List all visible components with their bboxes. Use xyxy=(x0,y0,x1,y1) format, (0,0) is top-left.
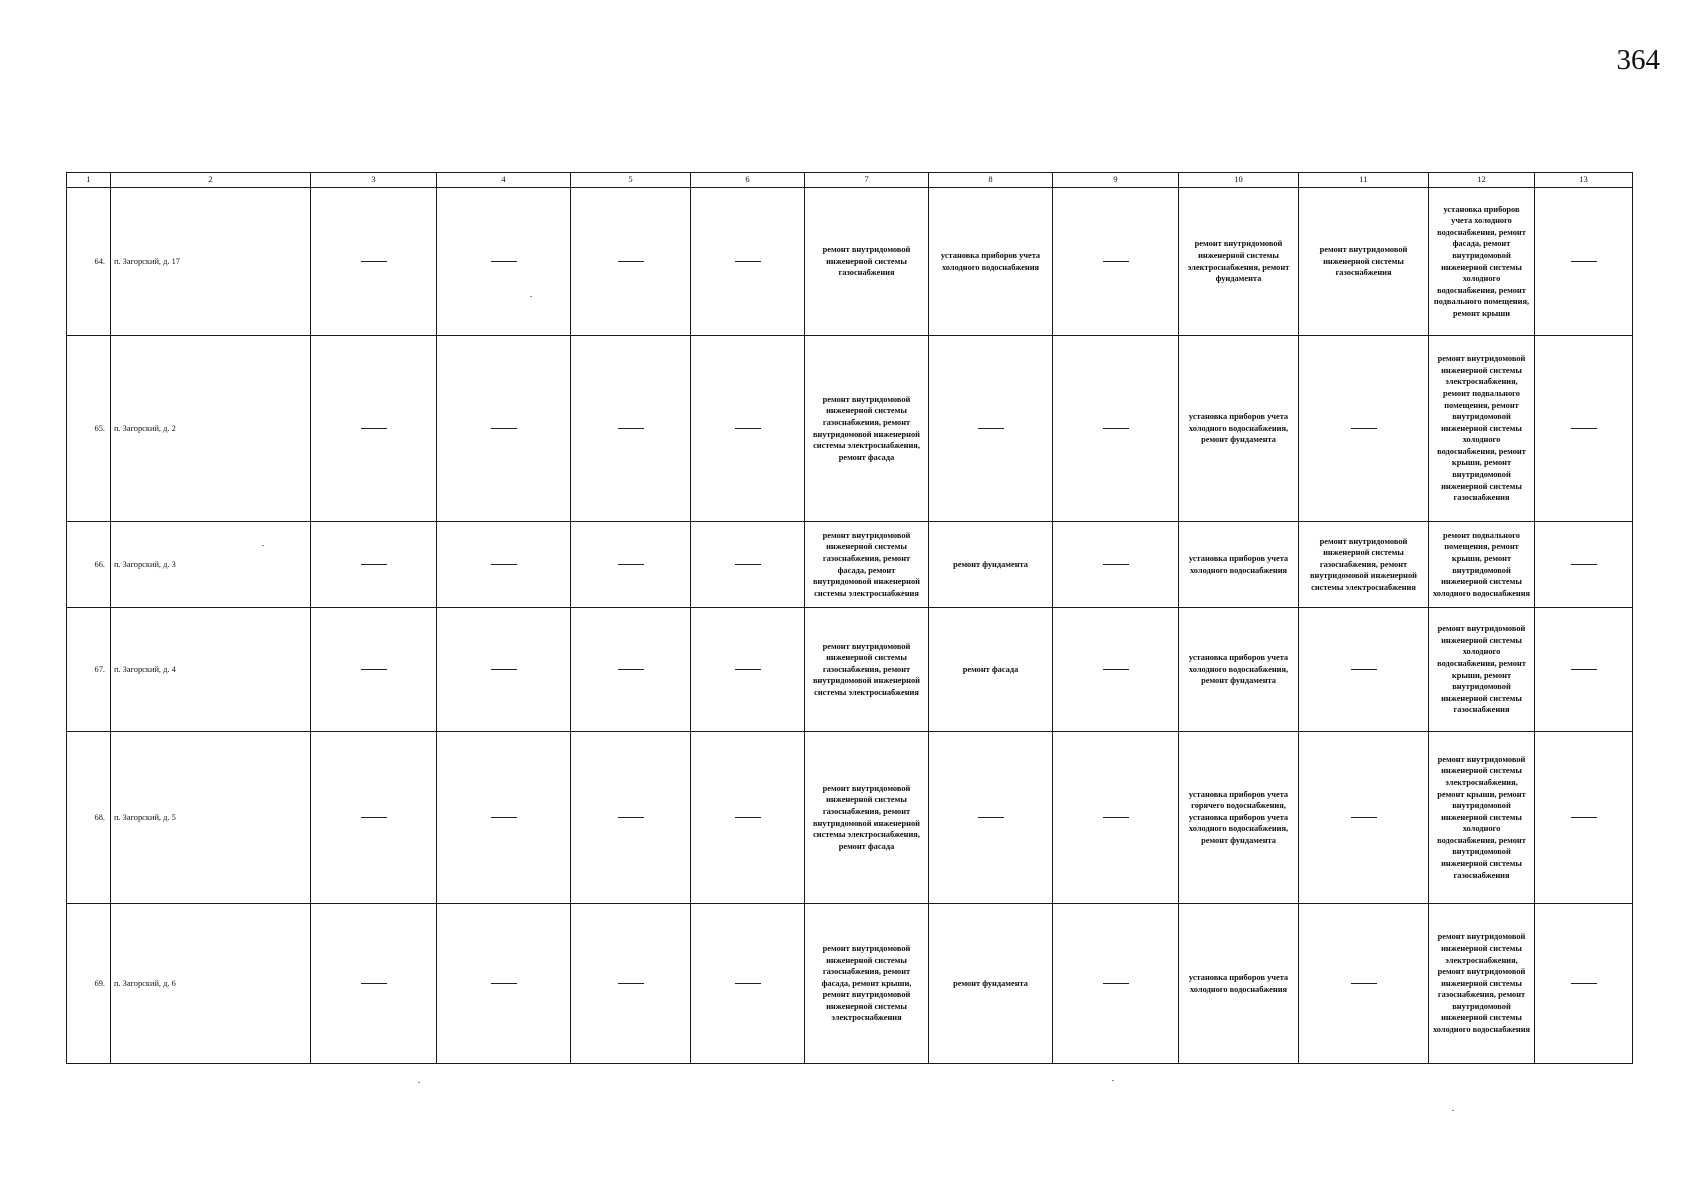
work-cell xyxy=(1535,522,1633,608)
work-cell xyxy=(437,336,571,522)
dash-mark xyxy=(735,428,761,429)
column-number: 10 xyxy=(1179,173,1299,188)
work-cell xyxy=(691,522,805,608)
work-cell xyxy=(437,522,571,608)
work-cell xyxy=(437,608,571,732)
work-cell: установка приборов учета холодного водоснабжения xyxy=(929,188,1053,336)
work-cell: ремонт внутридомовой инженерной системы газоснабжения, ремонт фасада, ремонт крыши, ремонт внутридомовой инженерной системы электроснабжения xyxy=(805,904,929,1064)
work-cell xyxy=(1053,188,1179,336)
page-number: 364 xyxy=(1616,44,1660,76)
work-cell xyxy=(1053,522,1179,608)
work-cell: ремонт внутридомовой инженерной системы газоснабжения, ремонт внутридомовой инженерной системы электроснабжения, ремонт фасада xyxy=(805,336,929,522)
column-number: 1 xyxy=(67,173,111,188)
work-cell xyxy=(691,608,805,732)
address-cell: п. Загорский, д. 6 xyxy=(111,904,311,1064)
dash-mark xyxy=(1351,983,1377,984)
dash-mark xyxy=(735,817,761,818)
work-cell xyxy=(571,522,691,608)
dash-mark xyxy=(361,261,387,262)
work-cell xyxy=(311,904,437,1064)
dash-mark xyxy=(1103,817,1129,818)
dash-mark xyxy=(618,669,644,670)
work-cell xyxy=(1053,608,1179,732)
scan-speck xyxy=(1452,1110,1454,1111)
work-cell: ремонт внутридомовой инженерной системы газоснабжения, ремонт внутридомовой инженерной системы электроснабжения, ремонт фасада xyxy=(805,732,929,904)
dash-mark xyxy=(491,564,517,565)
work-cell: ремонт внутридомовой инженерной системы холодного водоснабжения, ремонт крыши, ремонт внутридомовой инженерной системы газоснабжения xyxy=(1429,608,1535,732)
work-cell xyxy=(311,188,437,336)
work-cell xyxy=(437,188,571,336)
dash-mark xyxy=(491,261,517,262)
dash-mark xyxy=(1571,564,1597,565)
work-cell: ремонт внутридомовой инженерной системы газоснабжения, ремонт фасада, ремонт внутридомовой инженерной системы электроснабжения xyxy=(805,522,929,608)
dash-mark xyxy=(361,817,387,818)
work-cell xyxy=(1053,336,1179,522)
dash-mark xyxy=(361,428,387,429)
column-number: 7 xyxy=(805,173,929,188)
work-cell xyxy=(311,522,437,608)
work-cell: ремонт фундамента xyxy=(929,522,1053,608)
work-cell: ремонт фундамента xyxy=(929,904,1053,1064)
table-row xyxy=(67,336,1633,522)
row-number: 68. xyxy=(67,732,111,904)
work-cell: ремонт внутридомовой инженерной системы газоснабжения, ремонт внутридомовой инженерной системы электроснабжения xyxy=(805,608,929,732)
row-number: 64. xyxy=(67,188,111,336)
dash-mark xyxy=(1103,564,1129,565)
dash-mark xyxy=(1103,669,1129,670)
dash-mark xyxy=(978,817,1004,818)
work-cell xyxy=(1299,608,1429,732)
row-number: 65. xyxy=(67,336,111,522)
dash-mark xyxy=(1351,817,1377,818)
work-cell: установка приборов учета холодного водоснабжения xyxy=(1179,522,1299,608)
scan-speck xyxy=(262,545,264,546)
dash-mark xyxy=(1571,669,1597,670)
work-cell xyxy=(1299,336,1429,522)
work-cell xyxy=(1535,904,1633,1064)
work-cell: ремонт внутридомовой инженерной системы газоснабжения xyxy=(805,188,929,336)
work-cell xyxy=(437,732,571,904)
dash-mark xyxy=(491,669,517,670)
column-number: 5 xyxy=(571,173,691,188)
dash-mark xyxy=(1571,817,1597,818)
dash-mark xyxy=(978,428,1004,429)
dash-mark xyxy=(618,983,644,984)
dash-mark xyxy=(361,564,387,565)
work-cell xyxy=(311,608,437,732)
dash-mark xyxy=(735,669,761,670)
address-cell: п. Загорский, д. 2 xyxy=(111,336,311,522)
row-number: 67. xyxy=(67,608,111,732)
row-number: 66. xyxy=(67,522,111,608)
dash-mark xyxy=(618,564,644,565)
works-table xyxy=(66,172,1633,1064)
dash-mark xyxy=(1103,428,1129,429)
work-cell xyxy=(571,904,691,1064)
column-number: 6 xyxy=(691,173,805,188)
work-cell xyxy=(691,904,805,1064)
dash-mark xyxy=(618,428,644,429)
dash-mark xyxy=(491,983,517,984)
column-number: 9 xyxy=(1053,173,1179,188)
work-cell: установка приборов учета холодного водоснабжения, ремонт фасада, ремонт внутридомовой инженерной системы холодного водоснабжения, ремонт подвального помещения, ремонт крыши xyxy=(1429,188,1535,336)
work-cell xyxy=(691,188,805,336)
dash-mark xyxy=(1571,428,1597,429)
column-number: 4 xyxy=(437,173,571,188)
column-number: 11 xyxy=(1299,173,1429,188)
column-number: 8 xyxy=(929,173,1053,188)
work-cell xyxy=(1053,732,1179,904)
work-cell: установка приборов учета холодного водоснабжения, ремонт фундамента xyxy=(1179,608,1299,732)
dash-mark xyxy=(491,428,517,429)
work-cell xyxy=(571,188,691,336)
work-cell xyxy=(571,336,691,522)
address-cell: п. Загорский, д. 5 xyxy=(111,732,311,904)
work-cell xyxy=(929,732,1053,904)
dash-mark xyxy=(1103,261,1129,262)
row-number: 69. xyxy=(67,904,111,1064)
dash-mark xyxy=(735,564,761,565)
table-row xyxy=(67,608,1633,732)
work-cell xyxy=(571,732,691,904)
dash-mark xyxy=(361,669,387,670)
work-cell xyxy=(571,608,691,732)
dash-mark xyxy=(618,261,644,262)
work-cell xyxy=(1053,904,1179,1064)
dash-mark xyxy=(735,983,761,984)
work-cell xyxy=(1535,732,1633,904)
column-number: 2 xyxy=(111,173,311,188)
column-number-row xyxy=(67,173,1633,188)
work-cell xyxy=(1299,732,1429,904)
work-cell xyxy=(437,904,571,1064)
column-number: 12 xyxy=(1429,173,1535,188)
table-row xyxy=(67,732,1633,904)
work-cell: установка приборов учета холодного водоснабжения xyxy=(1179,904,1299,1064)
work-cell: ремонт подвального помещения, ремонт крыши, ремонт внутридомовой инженерной системы холодного водоснабжения xyxy=(1429,522,1535,608)
work-cell xyxy=(691,732,805,904)
work-cell xyxy=(1535,336,1633,522)
dash-mark xyxy=(1351,428,1377,429)
dash-mark xyxy=(1351,669,1377,670)
dash-mark xyxy=(1571,983,1597,984)
address-cell: п. Загорский, д. 4 xyxy=(111,608,311,732)
address-cell: п. Загорский, д. 3 xyxy=(111,522,311,608)
dash-mark xyxy=(361,983,387,984)
work-cell xyxy=(1299,904,1429,1064)
work-cell xyxy=(691,336,805,522)
work-cell xyxy=(1535,608,1633,732)
address-cell: п. Загорский, д. 17 xyxy=(111,188,311,336)
column-number: 13 xyxy=(1535,173,1633,188)
work-cell xyxy=(1535,188,1633,336)
work-cell xyxy=(311,336,437,522)
scan-speck xyxy=(530,296,532,297)
work-cell xyxy=(929,336,1053,522)
work-cell: ремонт внутридомовой инженерной системы электроснабжения, ремонт внутридомовой инженерной системы газоснабжения, ремонт внутридомовой инженерной системы холодного водоснабжения xyxy=(1429,904,1535,1064)
dash-mark xyxy=(618,817,644,818)
work-cell xyxy=(311,732,437,904)
scan-speck xyxy=(418,1082,420,1083)
work-cell: установка приборов учета холодного водоснабжения, ремонт фундамента xyxy=(1179,336,1299,522)
work-cell: ремонт внутридомовой инженерной системы электроснабжения, ремонт фундамента xyxy=(1179,188,1299,336)
work-cell: ремонт внутридомовой инженерной системы газоснабжения xyxy=(1299,188,1429,336)
dash-mark xyxy=(735,261,761,262)
dash-mark xyxy=(491,817,517,818)
work-cell: ремонт фасада xyxy=(929,608,1053,732)
dash-mark xyxy=(1103,983,1129,984)
dash-mark xyxy=(1571,261,1597,262)
table-row xyxy=(67,522,1633,608)
table-row xyxy=(67,904,1633,1064)
work-cell: установка приборов учета горячего водоснабжения, установка приборов учета холодного водоснабжения, ремонт фундамента xyxy=(1179,732,1299,904)
scan-speck xyxy=(1112,1080,1114,1081)
table-row xyxy=(67,188,1633,336)
work-cell: ремонт внутридомовой инженерной системы газоснабжения, ремонт внутридомовой инженерной системы электроснабжения xyxy=(1299,522,1429,608)
work-cell: ремонт внутридомовой инженерной системы электроснабжения, ремонт крыши, ремонт внутридомовой инженерной системы холодного водоснабжения, ремонт внутридомовой инженерной системы газоснабжения xyxy=(1429,732,1535,904)
work-cell: ремонт внутридомовой инженерной системы электроснабжения, ремонт подвального помещения, ремонт внутридомовой инженерной системы холодного водоснабжения, ремонт крыши, ремонт внутридомовой инженерной системы газоснабжения xyxy=(1429,336,1535,522)
column-number: 3 xyxy=(311,173,437,188)
